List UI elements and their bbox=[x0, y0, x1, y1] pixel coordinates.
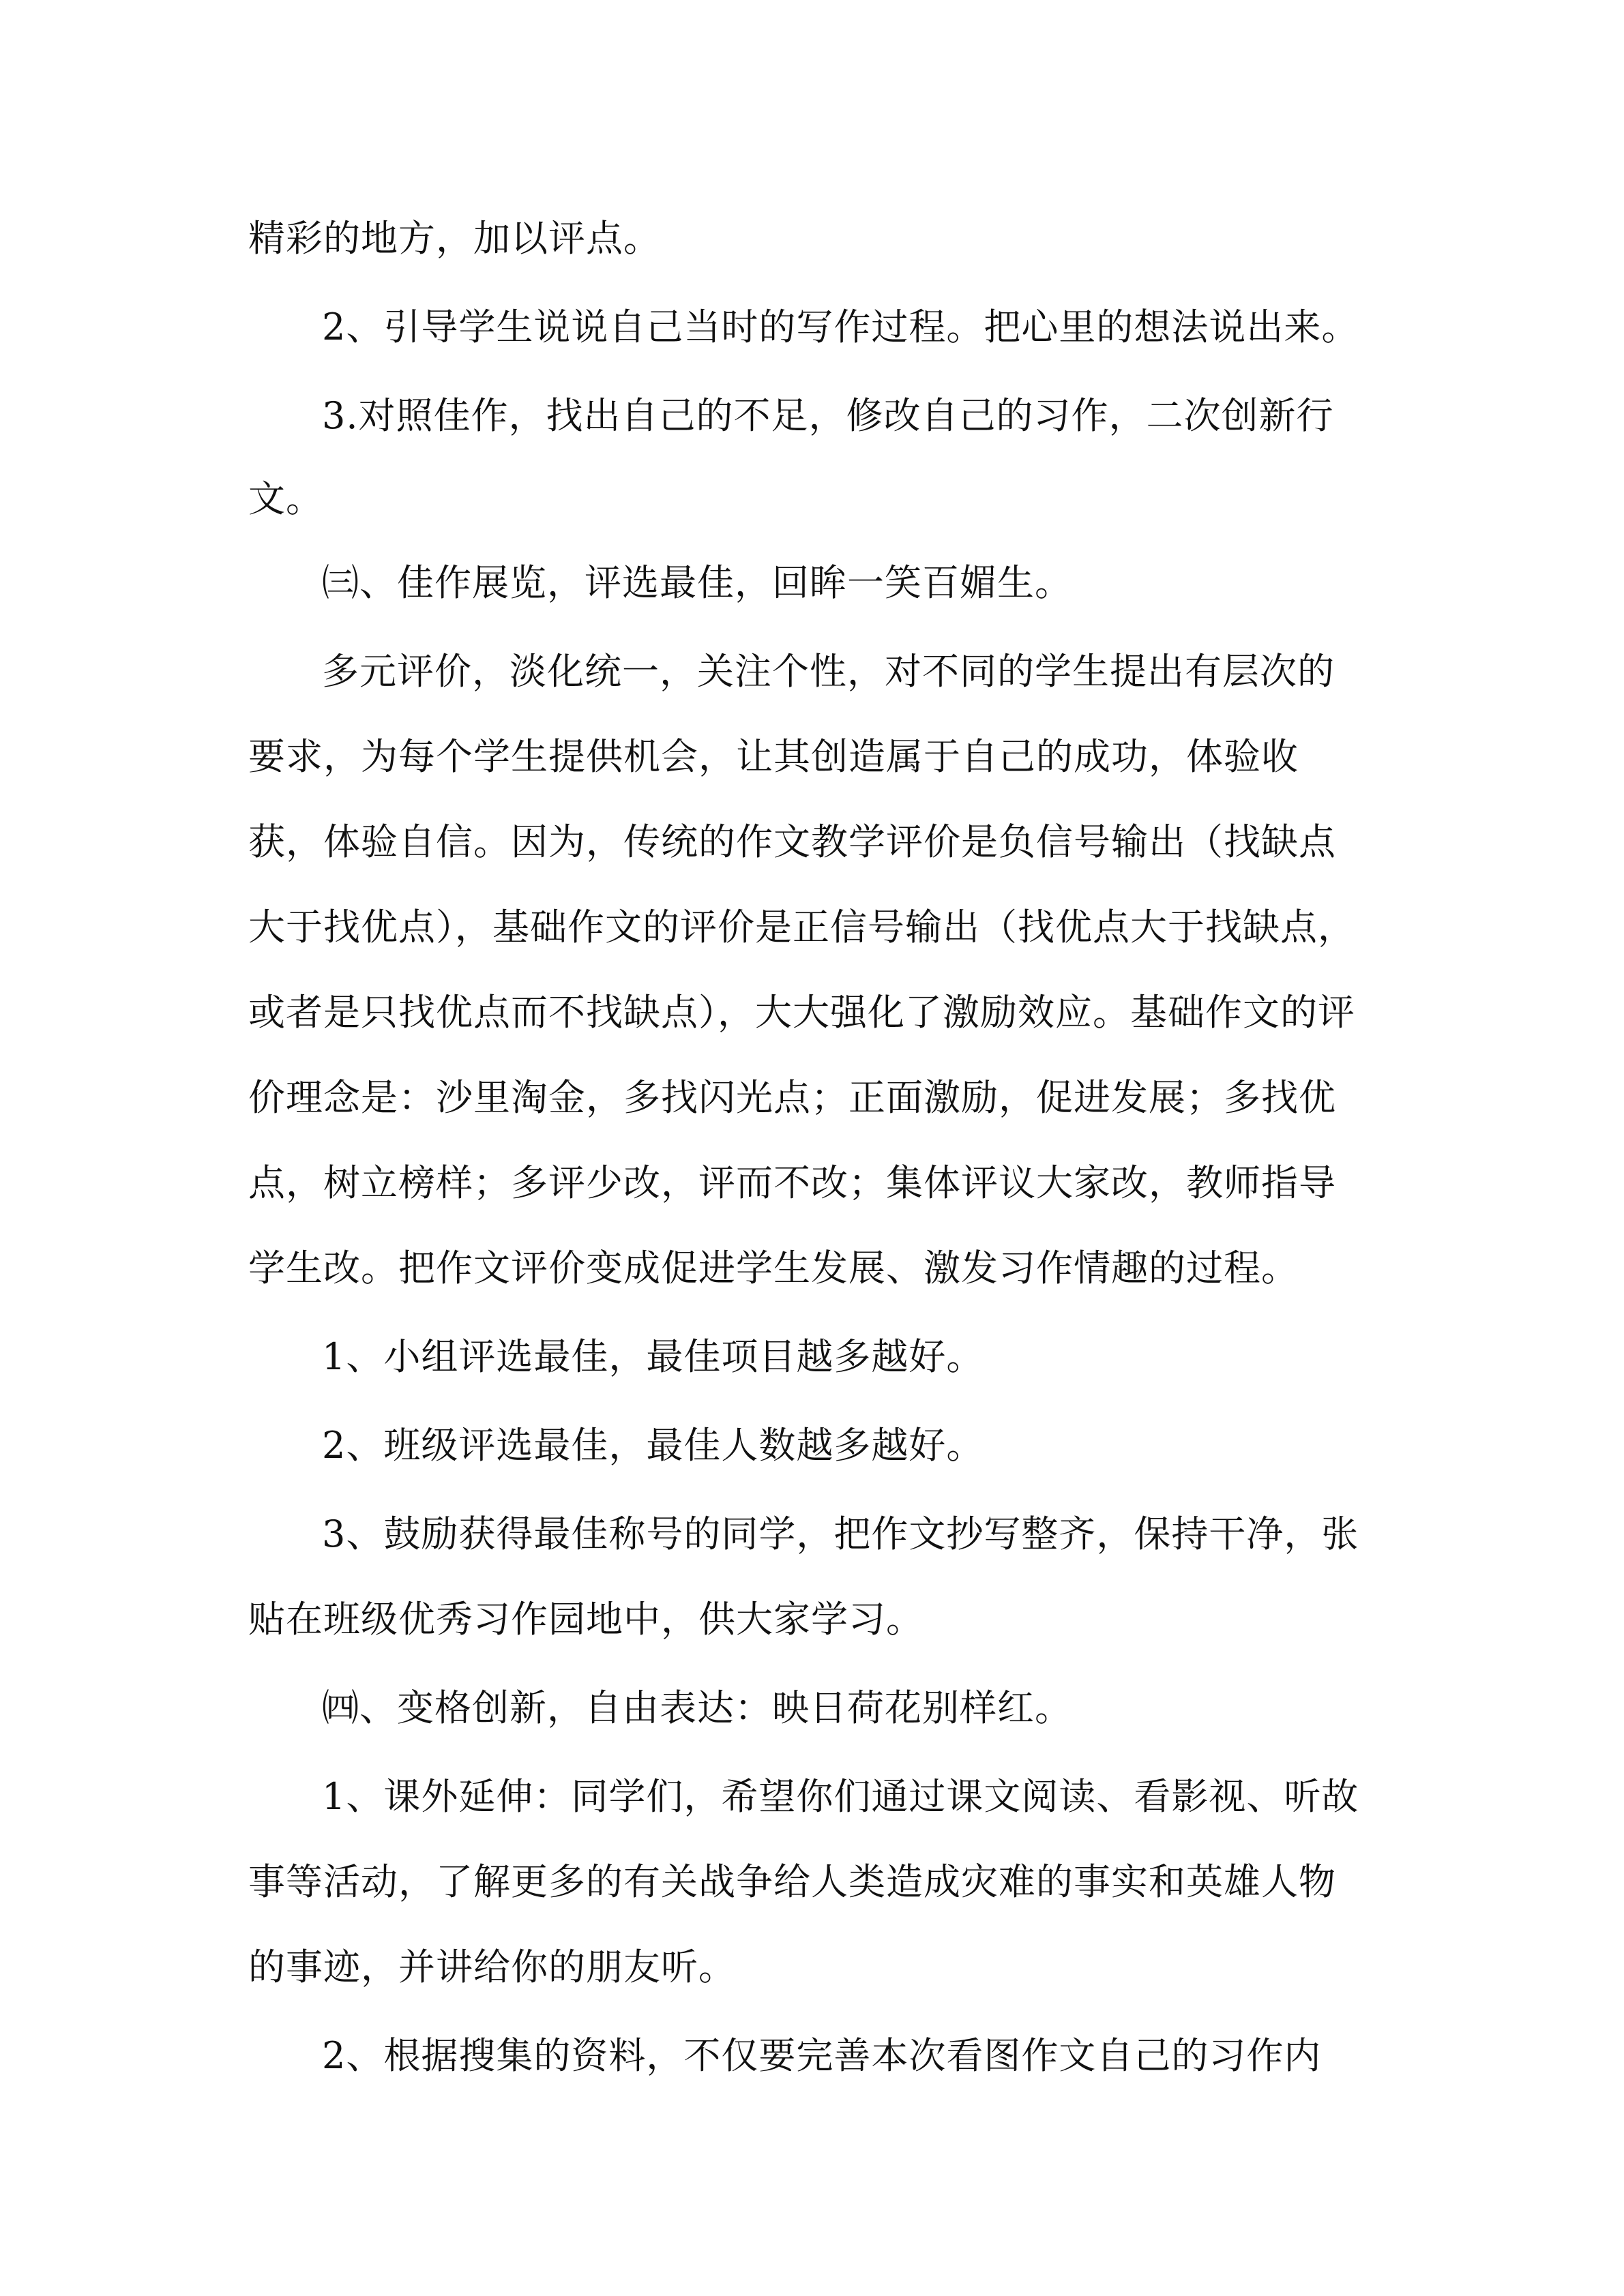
text-line: 3、鼓励获得最佳称号的同学，把作文抄写整齐，保持干净，张 bbox=[322, 1512, 1359, 1555]
section-heading: ㈢、佳作展览，评选最佳，回眸一笑百媚生。 bbox=[322, 561, 1072, 604]
text-line: 文。 bbox=[248, 477, 323, 520]
text-line: 3.对照佳作，找出自己的不足，修改自己的习作，二次创新行 bbox=[322, 394, 1334, 437]
text-line: 点，树立榜样；多评少改，评而不改；集体评议大家改，教师指导 bbox=[248, 1161, 1336, 1204]
text-line: 要求，为每个学生提供机会，让其创造属于自己的成功，体验收 bbox=[248, 735, 1299, 778]
text-line: 事等活动，了解更多的有关战争给人类造成灾难的事实和英雄人物 bbox=[248, 1860, 1336, 1903]
text-line: 1、小组评选最佳，最佳项目越多越好。 bbox=[322, 1335, 984, 1378]
text-line: 精彩的地方，加以评点。 bbox=[248, 217, 661, 260]
text-line: 价理念是：沙里淘金，多找闪光点；正面激励，促进发展；多找优 bbox=[248, 1076, 1336, 1119]
text-line: 大于找优点），基础作文的评价是正信号输出（找优点大于找缺点， bbox=[248, 906, 1355, 949]
text-line: 或者是只找优点而不找缺点），大大强化了激励效应。基础作文的评 bbox=[248, 991, 1355, 1034]
text-line: 2、班级评选最佳，最佳人数越多越好。 bbox=[322, 1424, 984, 1467]
text-line: 2、根据搜集的资料，不仅要完善本次看图作文自己的习作内 bbox=[322, 2034, 1322, 2077]
text-line: 多元评价，淡化统一，关注个性，对不同的学生提出有层次的 bbox=[322, 650, 1335, 693]
text-line: 获，体验自信。因为，传统的作文教学评价是负信号输出（找缺点 bbox=[248, 820, 1336, 863]
text-line: 2、引导学生说说自己当时的写作过程。把心里的想法说出来。 bbox=[322, 305, 1359, 348]
text-line: 贴在班级优秀习作园地中，供大家学习。 bbox=[248, 1598, 924, 1641]
text-line: 的事迹，并讲给你的朋友听。 bbox=[248, 1945, 736, 1988]
text-line: 1、课外延伸：同学们，希望你们通过课文阅读、看影视、听故 bbox=[322, 1775, 1359, 1818]
section-heading: ㈣、变格创新，自由表达：映日荷花别样红。 bbox=[322, 1686, 1072, 1729]
text-line: 学生改。把作文评价变成促进学生发展、激发习作情趣的过程。 bbox=[248, 1247, 1299, 1289]
